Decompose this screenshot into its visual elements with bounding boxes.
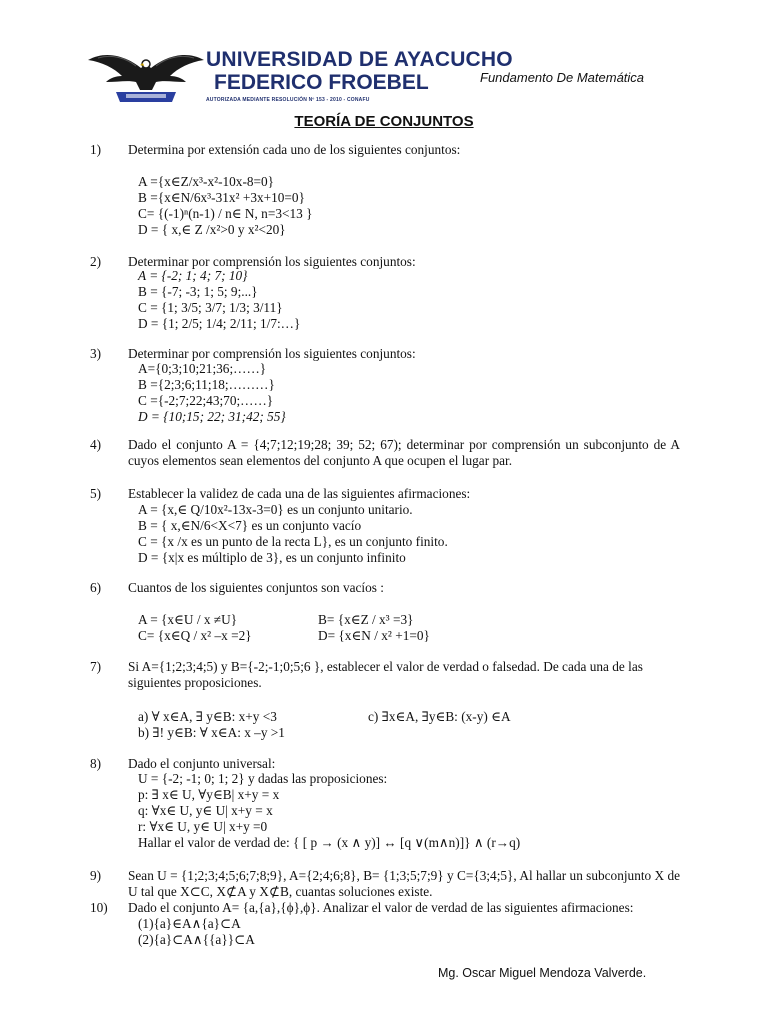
question-prompt: Cuantos de los siguientes conjuntos son vacíos : (128, 580, 384, 595)
question-prompt: Sean U = {1;2;3;4;5;6;7;8;9}, A={2;4;6;8}, B= {1;3;5;7;9} y C={3;4;5}, Al hallar un subconjunto X de U tal que X⊂C, X⊄A y X⊄B, cuantas soluciones existe. (128, 868, 680, 899)
set-item: D = { x,∈ Z /x²>0 y x²<20} (138, 222, 286, 237)
set-item: A={0;3;10;21;36;……} (138, 361, 267, 376)
eagle-emblem-icon (86, 46, 206, 108)
question-number: 4) (90, 437, 102, 452)
question-number: 1) (90, 142, 102, 157)
course-title: Fundamento De Matemática (480, 70, 645, 85)
author-footer: Mg. Oscar Miguel Mendoza Valverde. (438, 966, 647, 980)
set-item: A = {x∈U / x ≠U} (138, 612, 238, 627)
proposition-item: r: ∀x∈ U, y∈ U| x+y =0 (138, 819, 268, 834)
question-number: 5) (90, 486, 102, 501)
question-prompt: Determina por extensión cada uno de los siguientes conjuntos: (128, 142, 461, 157)
statement-item: B = { x,∈N/6<X<7} es un conjunto vacío (138, 518, 362, 533)
question-prompt: Determinar por comprensión los siguientes conjuntos: (128, 254, 416, 269)
university-name-line1: UNIVERSIDAD DE AYACUCHO (206, 48, 513, 71)
question-prompt: Dado el conjunto universal: (128, 756, 276, 771)
question-text (128, 254, 680, 331)
statement-item: (1){a}∈A∧{a}⊂A (138, 916, 241, 931)
set-item: D= {x∈N / x² +1=0} (318, 628, 430, 643)
set-item: B = {-7; -3; 1; 5; 9;...} (138, 284, 258, 299)
proposition-item: c) ∃x∈A, ∃y∈B: (x-y) ∈A (368, 709, 511, 724)
set-item: B ={x∈N/6x³-31x² +3x+10=0} (138, 190, 305, 205)
set-item: C= {x∈Q / x² –x =2} (138, 628, 252, 643)
set-item: C ={-2;7;22;43;70;……} (138, 393, 274, 408)
question-number: 8) (90, 756, 102, 771)
page-title: TEORÍA DE CONJUNTOS (294, 113, 474, 130)
question-prompt: Si A={1;2;3;4;5) y B={-2;-1;0;5;6 }, establecer el valor de verdad o falsedad. De cada una de las siguientes proposiciones. (128, 659, 643, 690)
question-text (128, 580, 680, 643)
set-item: D = {10;15; 22; 31;42; 55} (138, 409, 286, 424)
question-prompt: Dado el conjunto A = {4;7;12;19;28; 39; 52; 67); determinar por comprensión un subconjunto de A cuyos elementos sean elementos del conjunto A que ocupen el lugar par. (128, 437, 680, 468)
university-name-line2: FEDERICO FROEBEL (214, 71, 429, 94)
statement-item: (2){a}⊂A∧{{a}}⊂A (138, 932, 255, 947)
question-number: 9) (90, 868, 102, 883)
set-item: B ={2;3;6;11;18;………} (138, 377, 275, 392)
question-text (128, 756, 680, 850)
question-text (128, 142, 680, 237)
question-number: 6) (90, 580, 102, 595)
proposition-item: U = {-2; -1; 0; 1; 2} y dadas las proposiciones: (138, 771, 388, 786)
statement-item: D = {x|x es múltiplo de 3}, es un conjunto infinito (138, 550, 406, 565)
question-text (128, 486, 680, 565)
university-resolution: AUTORIZADA MEDIANTE RESOLUCIÓN Nº 153 - 2010 - CONAFU (206, 97, 370, 103)
question-text (128, 900, 680, 947)
set-item: C= {(-1)ⁿ(n-1) / n∈ N, n=3<13 } (138, 206, 313, 221)
question-prompt: Establecer la validez de cada una de las siguientes afirmaciones: (128, 486, 471, 501)
proposition-item: p: ∃ x∈ U, ∀y∈B| x+y = x (138, 787, 280, 802)
question-prompt: Dado el conjunto A= {a,{a},{ϕ},ϕ}. Analizar el valor de verdad de las siguientes afirmaciones: (128, 900, 634, 915)
set-item: A = {-2; 1; 4; 7; 10} (138, 268, 248, 283)
question-number: 7) (90, 659, 102, 674)
question-number: 2) (90, 254, 102, 269)
university-name (206, 48, 513, 104)
set-item: B= {x∈Z / x³ =3} (318, 612, 414, 627)
question-text (128, 659, 680, 740)
proposition-item: b) ∃! y∈B: ∀ x∈A: x –y >1 (138, 725, 285, 740)
question-number: 3) (90, 346, 102, 361)
statement-item: A = {x,∈ Q/10x²-13x-3=0} es un conjunto unitario. (138, 502, 413, 517)
question-prompt: Determinar por comprensión los siguientes conjuntos: (128, 346, 416, 361)
proposition-item: Hallar el valor de verdad de: { [ p → (x ∧ y)] ↔ [q ∨(m∧n)]} ∧ (r→q) (138, 835, 521, 850)
set-item: C = {1; 3/5; 3/7; 1/3; 3/11} (138, 300, 283, 315)
statement-item: C = {x /x es un punto de la recta L}, es un conjunto finito. (138, 534, 448, 549)
set-item: A ={x∈Z/x³-x²-10x-8=0} (138, 174, 275, 189)
proposition-item: q: ∀x∈ U, y∈ U| x+y = x (138, 803, 273, 818)
university-logo (86, 46, 206, 108)
proposition-item: a) ∀ x∈A, ∃ y∈B: x+y <3 (138, 709, 277, 724)
question-number: 10) (90, 900, 108, 915)
set-item: D = {1; 2/5; 1/4; 2/11; 1/7:…} (138, 316, 301, 331)
question-text (128, 346, 680, 424)
